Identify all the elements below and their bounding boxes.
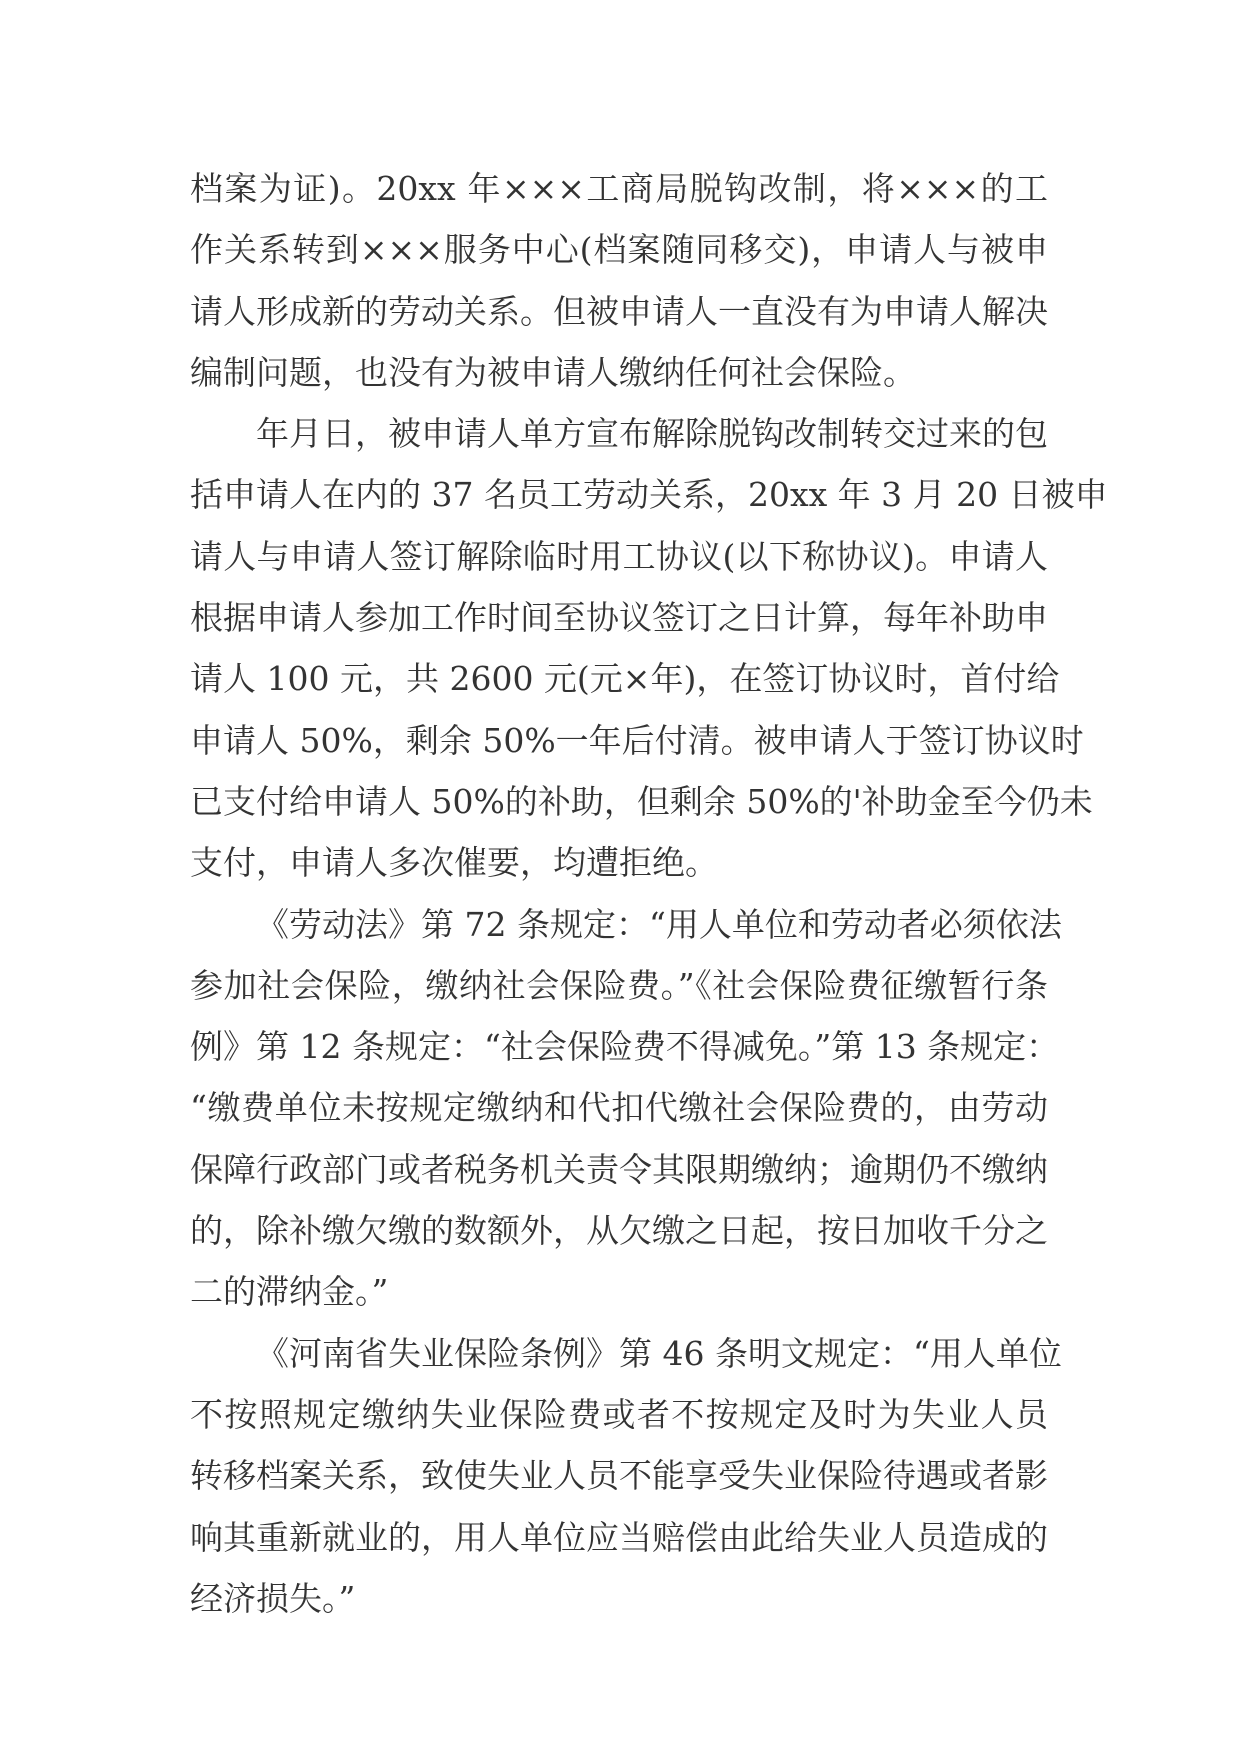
text-line: 转移档案关系，致使失业人员不能享受失业保险待遇或者影 — [190, 1456, 1048, 1496]
text-line: 编制问题，也没有为被申请人缴纳任何社会保险。 — [190, 352, 916, 392]
text-line: 不按照规定缴纳失业保险费或者不按规定及时为失业人员 — [190, 1394, 1048, 1434]
text-line: 括申请人在内的 37 名员工劳动关系，20xx 年 3 月 20 日被申 — [190, 475, 1108, 515]
text-line: 参加社会保险，缴纳社会保险费。”《社会保险费征缴暂行条 — [190, 965, 1048, 1005]
text-line: 请人形成新的劳动关系。但被申请人一直没有为申请人解决 — [190, 291, 1048, 331]
text-line: 二的滞纳金。” — [190, 1272, 389, 1312]
text-line: 《劳动法》第 72 条规定：“用人单位和劳动者必须依法 — [256, 904, 1062, 944]
text-line: 经济损失。” — [190, 1578, 356, 1618]
text-line: 根据申请人参加工作时间至协议签订之日计算，每年补助申 — [190, 598, 1048, 638]
text-line: 作关系转到×××服务中心(档案随同移交)，申请人与被申 — [190, 230, 1048, 270]
text-line: 请人与申请人签订解除临时用工协议(以下称协议)。申请人 — [190, 536, 1048, 576]
text-line: 响其重新就业的，用人单位应当赔偿由此给失业人员造成的 — [190, 1517, 1048, 1557]
text-line: 请人 100 元，共 2600 元(元×年)，在签订协议时，首付给 — [190, 659, 1060, 699]
text-line: 年月日，被申请人单方宣布解除脱钩改制转交过来的包 — [256, 414, 1048, 454]
text-line: 已支付给申请人 50%的补助，但剩余 50%的'补助金至今仍未 — [190, 781, 1093, 821]
text-line: 《河南省失业保险条例》第 46 条明文规定：“用人单位 — [256, 1333, 1062, 1373]
text-line: “缴费单位未按规定缴纳和代扣代缴社会保险费的，由劳动 — [190, 1088, 1048, 1128]
text-line: 申请人 50%，剩余 50%一年后付清。被申请人于签订协议时 — [190, 720, 1084, 760]
document-body — [190, 158, 1108, 1629]
text-line: 保障行政部门或者税务机关责令其限期缴纳；逾期仍不缴纳 — [190, 1149, 1048, 1189]
text-line: 的，除补缴欠缴的数额外，从欠缴之日起，按日加收千分之 — [190, 1211, 1048, 1251]
text-line: 支付，申请人多次催要，均遭拒绝。 — [190, 843, 718, 883]
text-line: 档案为证)。20xx 年×××工商局脱钩改制，将×××的工 — [190, 169, 1048, 208]
text-line: 例》第 12 条规定：“社会保险费不得减免。”第 13 条规定： — [190, 1027, 1060, 1067]
